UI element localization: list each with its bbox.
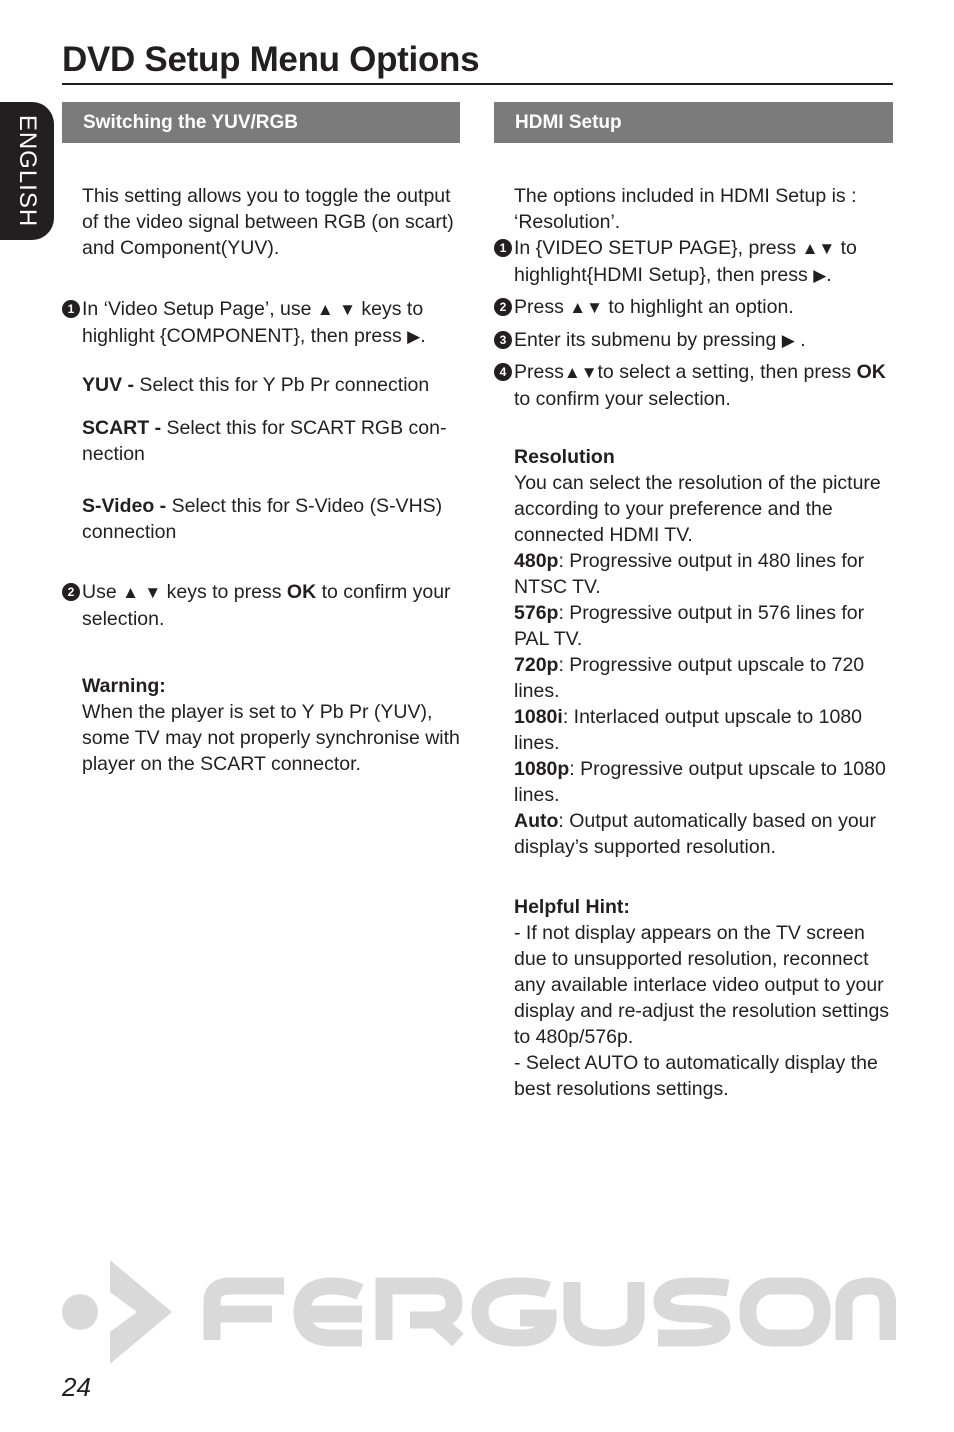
language-tab-label: ENGLISH [14,114,41,228]
ok-key: OK [856,361,886,383]
page-title: DVD Setup Menu Options [62,38,893,85]
option-label: 1080p [514,758,570,780]
down-arrow-icon: ▼ [339,300,356,319]
ferguson-logo [62,1252,896,1370]
hint-text-2: - Select AUTO to automatically display the best resolutions settings. [514,1052,878,1100]
down-arrow-icon: ▼ [580,363,598,382]
language-tab [0,102,54,240]
step-number-4: 4 [494,363,512,381]
option-label: 576p [514,602,559,624]
step-number-3: 3 [494,331,512,349]
yuv-label: YUV - [82,374,135,396]
up-arrow-icon: ▲ [316,300,334,319]
step-number-2: 2 [62,583,80,601]
up-arrow-icon: ▲ [122,583,139,602]
hint-text-1: - If not display appears on the TV screen due to unsupported resolution, reconnect any available interlace video output to your display and re-adjust the resolution settings to 480p/576p. [514,922,890,1048]
scart-label: SCART - [82,417,162,439]
hint-label: Helpful Hint: [514,896,630,918]
right-step-3: 3 Enter its submenu by pressing ▶ . [514,327,894,354]
yuv-intro: This setting allows you to toggle the output of the video signal between RGB (on scart) and Component(YUV). [82,185,454,259]
left-column [67,183,462,823]
left-step-2: 2 Use ▲ ▼ keys to press OK to confirm your selection. [82,579,462,632]
svideo-option: S-Video - Select this for S-Video (S-VHS) connection [82,495,443,543]
resolution-block: Resolution You can select the resolution of the picture according to your preference and the connected HDMI TV. 480p: Progressive output in 480 lines for NTSC TV. 576p: Progressive output in 576 lines for PAL TV. 720p: Progressive output upscale to 720 lines. 1080i: Interlaced output upscale to 1080 lines. 1080p: Progressive output upscale to 1080 lines. Auto: Output automatically based on your display’s supported resolution. [514,446,886,858]
left-step-1: 1 In ‘Video Setup Page’, use ▲ ▼ keys to highlight {COMPONENT}, then press ▶. [82,296,462,350]
option-label: 720p [514,654,559,676]
resolution-text: You can select the resolution of the picture according to your preference and the connected HDMI TV. [514,472,881,546]
right-arrow-icon: ▶ [813,266,827,285]
right-step-1: 1 In {VIDEO SETUP PAGE}, press ▲▼ to highlight{HDMI Setup}, then press ▶. [514,235,894,289]
yuv-option: YUV - Select this for Y Pb Pr connection [82,374,430,396]
right-arrow-icon: ▶ [781,331,795,350]
hdmi-intro: The options included in HDMI Setup is : ‘Resolution’. [514,185,857,233]
section-heading-hdmi: HDMI Setup [494,102,893,143]
up-arrow-icon: ▲ [563,363,581,382]
option-label: Auto [514,810,559,832]
down-arrow-icon: ▼ [818,239,836,258]
option-label: 480p [514,550,559,572]
up-arrow-icon: ▲ [569,298,587,317]
step-number-2: 2 [494,298,512,316]
warning-block [82,673,462,777]
step-number-1: 1 [494,239,512,257]
page-number: 24 [62,1372,91,1402]
right-step-4: 4 Press▲▼to select a setting, then press OK to confirm your selection. [514,359,894,412]
up-arrow-icon: ▲ [801,239,819,258]
ok-key: OK [286,581,317,603]
right-arrow-icon: ▶ [407,327,421,346]
section-heading-yuv-rgb: Switching the YUV/RGB [62,102,460,143]
right-column [499,183,894,1113]
hint-block [514,894,894,1102]
down-arrow-icon: ▼ [144,583,162,602]
right-step-2: 2 Press ▲▼ to highlight an option. [514,294,894,321]
option-label: 1080i [514,706,563,728]
warning-text: When the player is set to Y Pb Pr (YUV), some TV may not properly synchronise with player on the SCART connector. [82,701,460,775]
warning-label: Warning: [82,675,166,697]
scart-option: SCART - Select this for SCART RGB con-nection [82,417,447,465]
svideo-label: S-Video - [82,495,167,517]
step-number-1: 1 [62,300,80,318]
resolution-label: Resolution [514,446,615,468]
down-arrow-icon: ▼ [586,298,603,317]
